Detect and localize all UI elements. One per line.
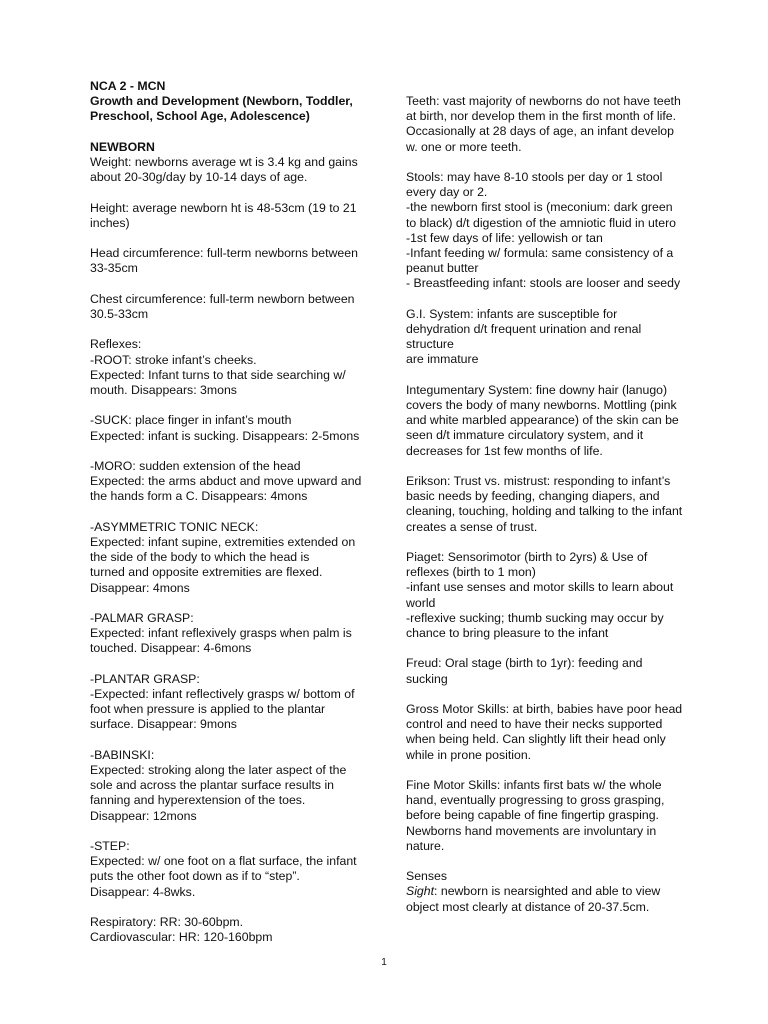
babinski-title: -BABINSKI: bbox=[90, 747, 155, 762]
piaget-senses: -infant use senses and motor skills to learn about world bbox=[406, 580, 674, 610]
moro-reflex-title: -MORO: sudden extension of the head bbox=[90, 458, 301, 473]
root-reflex-text: Expected: Infant turns to that side searching w/ mouth. Disappears: 3mons bbox=[90, 367, 346, 397]
gi-system-text: G.I. System: infants are susceptible for dehydration d/t frequent urination and renal structure bbox=[406, 306, 642, 352]
suck-reflex-text: Expected: infant is sucking. Disappears: 2-5mons bbox=[90, 428, 360, 443]
freud-text: Freud: Oral stage (birth to 1yr): feeding and sucking bbox=[406, 656, 643, 686]
tonic-neck-reflex-text: Expected: infant supine, extremities extended on the side of the body to which the head is bbox=[90, 534, 356, 565]
stools-meconium: -the newborn first stool is (meconium: dark green to black) d/t digestion of the amniotic fluid in utero bbox=[406, 200, 676, 230]
course-title: NCA 2 - MCN bbox=[90, 79, 166, 93]
plantar-grasp-text: -Expected: infant reflectively grasps w/ bottom of foot when pressure is applied to the plantar surface. Disappear: 9mons bbox=[90, 686, 355, 732]
plantar-grasp-title: -PLANTAR GRASP: bbox=[90, 671, 200, 686]
chest-circumference-text: Chest circumference: full-term newborn between 30.5-33cm bbox=[90, 291, 355, 321]
moro-reflex-text: Expected: the arms abduct and move upward and the hands form a C. Disappears: 4mons bbox=[90, 474, 362, 504]
sight-text bbox=[406, 884, 684, 914]
fine-motor-text: Fine Motor Skills: infants first bats w/ the whole hand, eventually progressing to gross grasping, before being capable of fine fingertip grasping. Newborns hand movements are involuntary in nature. bbox=[406, 778, 665, 853]
respiratory-rate: Respiratory: RR: 30-60bpm. bbox=[90, 914, 244, 929]
piaget-text: Piaget: Sensorimotor (birth to 2yrs) & Use of reflexes (birth to 1 mon) bbox=[406, 550, 648, 580]
sight-label: Sight bbox=[406, 884, 435, 899]
integumentary-text: Integumentary System: fine downy hair (lanugo) covers the body of many newborns. Mottling (pink and white marbled appearance) of the skin can be seen d/t immature circulatory system, and it decreases for 1st few months of life. bbox=[406, 382, 679, 458]
head-circumference-text: Head circumference: full-term newborns between 33-35cm bbox=[90, 246, 358, 276]
document-title: Growth and Development (Newborn, Toddler, Preschool, School Age, Adolescence) bbox=[90, 94, 353, 124]
reflexes-label: Reflexes: bbox=[90, 337, 142, 352]
page-number: 1 bbox=[381, 957, 387, 968]
palmar-grasp-text: Expected: infant reflexively grasps when palm is touched. Disappear: 4-6mons bbox=[90, 626, 352, 656]
sight-description: : newborn is nearsighted and able to view object most clearly at distance of 20-37.5cm. bbox=[406, 884, 661, 914]
newborn-heading: NEWBORN bbox=[90, 139, 155, 154]
tonic-neck-reflex-text-2: turned and opposite extremities are flexed. bbox=[90, 565, 323, 580]
gross-motor-text: Gross Motor Skills: at birth, babies have poor head control and need to have their necks supported when being held. Can slightly lift their head only while in prone position. bbox=[406, 702, 683, 762]
stools-formula: -Infant feeding w/ formula: same consistency of a peanut butter bbox=[406, 246, 674, 276]
gi-system-text-2: are immature bbox=[406, 352, 479, 367]
right-column bbox=[406, 94, 684, 915]
tonic-neck-reflex-disappear: Disappear: 4mons bbox=[90, 580, 190, 595]
cardiovascular-rate: Cardiovascular: HR: 120-160bpm bbox=[90, 930, 273, 945]
suck-reflex-title: -SUCK: place finger in infant’s mouth bbox=[90, 413, 292, 428]
babinski-text: Expected: stroking along the later aspect of the sole and across the plantar surface results in fanning and hyperextension of the toes. bbox=[90, 762, 347, 808]
weight-text: Weight: newborns average wt is 3.4 kg and gains about 20-30g/day by 10-14 days of age. bbox=[90, 155, 358, 185]
teeth-text: Teeth: vast majority of newborns do not have teeth at birth, nor develop them in the first month of life. Occasionally at 28 days of age, an infant develop w. one or more teeth. bbox=[406, 94, 681, 154]
tonic-neck-reflex-title: -ASYMMETRIC TONIC NECK: bbox=[90, 519, 259, 534]
babinski-disappear: Disappear: 12mons bbox=[90, 808, 197, 823]
stools-breastfeeding: - Breastfeeding infant: stools are looser and seedy bbox=[406, 276, 681, 291]
palmar-grasp-title: -PALMAR GRASP: bbox=[90, 610, 194, 625]
step-reflex-disappear: Disappear: 4-8wks. bbox=[90, 884, 196, 899]
step-reflex-title: -STEP: bbox=[90, 838, 130, 853]
stools-first-days: -1st few days of life: yellowish or tan bbox=[406, 230, 603, 245]
height-text: Height: average newborn ht is 48-53cm (19 to 21 inches) bbox=[90, 200, 357, 230]
piaget-sucking: -reflexive sucking; thumb sucking may occur by chance to bring pleasure to the infant bbox=[406, 610, 664, 641]
erikson-text: Erikson: Trust vs. mistrust: responding to infant’s basic needs by feeding, changing diapers, and cleaning, touching, holding and talking to the infant creates a sense of trust. bbox=[406, 474, 683, 534]
root-reflex-title: -ROOT: stroke infant’s cheeks. bbox=[90, 352, 257, 367]
senses-heading: Senses bbox=[406, 869, 448, 884]
stools-text: Stools: may have 8-10 stools per day or 1 stool every day or 2. bbox=[406, 170, 663, 200]
step-reflex-text: Expected: w/ one foot on a flat surface, the infant puts the other foot down as if to “step”. bbox=[90, 854, 357, 884]
left-column bbox=[90, 79, 368, 945]
